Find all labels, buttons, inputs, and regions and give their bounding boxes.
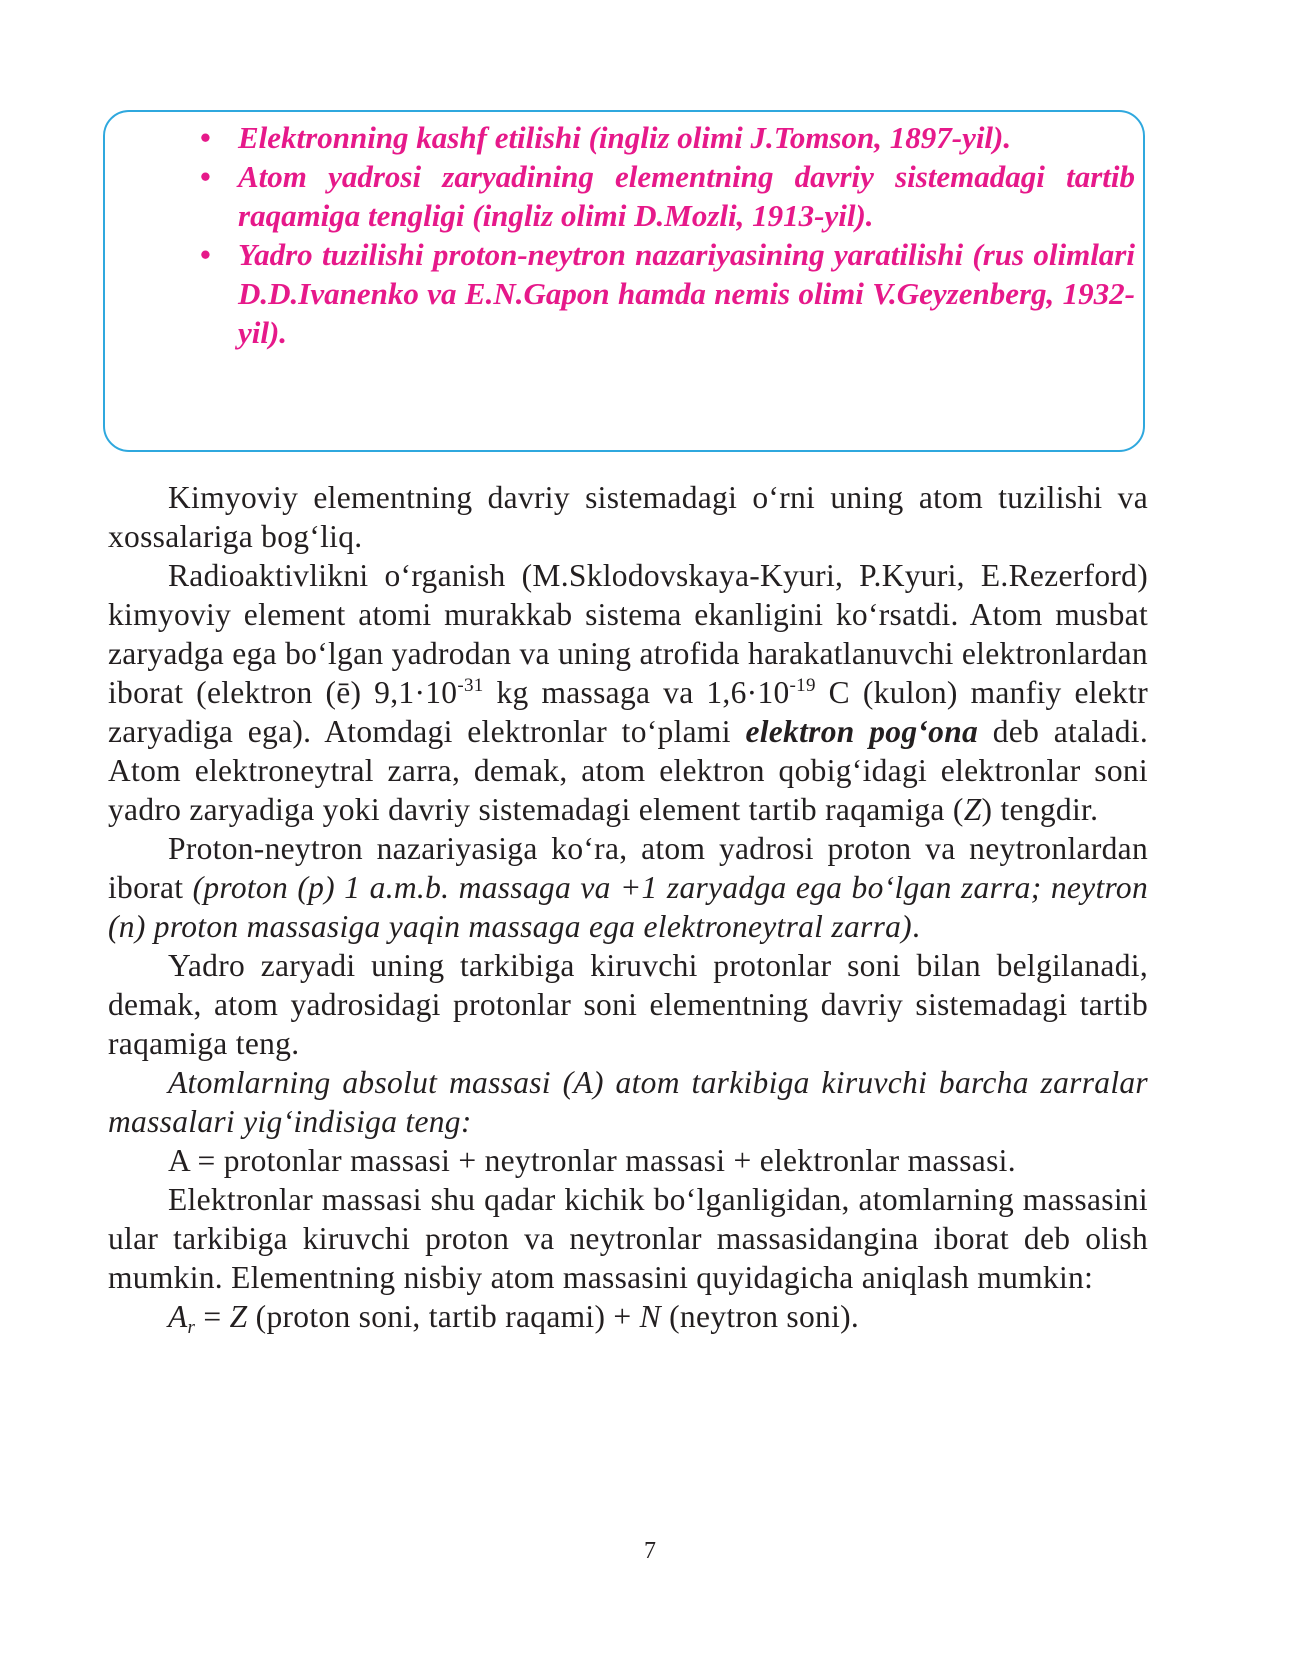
formula-relative-mass: $A_r = Z$ (proton soni, tartib raqami) + N (neytron soni).: [168, 1299, 860, 1338]
paragraph-relative-mass: Elektronlar massasi shu qadar kichik bo‘lganligidan, atomlarning massasini ular tarkibiga kiruvchi proton va neytronlar massasidangina iborat deb olish mumkin. Elementning nisbiy atom massasini quyidagicha aniqlash mumkin:: [108, 1182, 1148, 1295]
formula-absolute-mass: A = protonlar massasi + neytronlar massasi + elektronlar massasi.: [168, 1143, 1016, 1178]
paragraph-absolute-mass: Atomlarning absolut massasi (A) atom tarkibiga kiruvchi barcha zarralar massalari yig‘indisiga teng:: [108, 1065, 1148, 1139]
bullet-icon: •: [200, 159, 211, 194]
paragraph-proton-neutron: Proton-neytron nazariyasiga ko‘ra, atom yadrosi proton va neytronlardan iborat (proton (p) 1 a.m.b. massaga va +1 zaryadga ega bo‘lgan zarra; neytron (n) proton massasiga yaqin massaga ega elektroneytral zarra).: [108, 831, 1148, 944]
paragraph-nuclear-charge: Yadro zaryadi uning tarkibiga kiruvchi protonlar soni bilan belgilanadi, demak, atom yadrosidagi protonlar soni elementning davriy sistemadagi tartib raqamiga teng.: [108, 948, 1148, 1061]
key-term: elektron pog‘ona: [745, 714, 979, 749]
highlight-text: Elektronning kashf etilishi (ingliz olimi J.Tomson, 1897-yil).: [238, 120, 1012, 155]
symbol-z: Z: [963, 792, 982, 827]
body-text: [108, 478, 1148, 1336]
bullet-icon: •: [200, 237, 211, 272]
highlight-item: [190, 157, 1135, 235]
paragraph-element-position: Kimyoviy elementning davriy sistemadagi o‘rni uning atom tuzilishi va xossalariga bog‘liq.: [108, 480, 1148, 554]
paragraph-radioactivity: Radioaktivlikni o‘rganish (M.Sklodovskaya-Kyuri, P.Kyuri, E.Rezerford) kimyoviy element atomi murakkab sistema ekanligini ko‘rsatdi. Atom musbat zaryadga ega bo‘lgan yadrodan va uning atrofida harakatlanuvchi elektronlardan iborat (elektron (ē) $9,1\cdot 10^{-31}$ kg massaga va $1,6\cdot 10^{-19}$ C (kulon) manfiy elektr zaryadiga ega). Atomdagi elektronlar to‘plami elektron pog‘ona deb ataladi. Atom elektroneytral zarra, demak, atom elektron qobig‘idagi elektronlar soni yadro zaryadiga yoki davriy sistemadagi element tartib raqamiga (Z) tengdir.: [108, 558, 1148, 827]
highlight-text: Yadro tuzilishi proton-neytron nazariyasining yaratilishi (rus olimlari D.D.Ivanenko va E.N.Gapon hamda nemis olimi V.Geyzenberg, 1932- yil).: [238, 237, 1135, 350]
highlight-item: [190, 235, 1135, 352]
exponent: -19: [789, 675, 816, 696]
highlight-item: [190, 118, 1135, 157]
page-number: 7: [644, 1538, 656, 1564]
exponent: -31: [457, 675, 484, 696]
bullet-icon: •: [200, 120, 211, 155]
highlight-text: Atom yadrosi zaryadining elementning davriy sistemadagi tartib raqamiga tengligi (ingliz olimi D.Mozli, 1913-yil).: [238, 159, 1135, 233]
definition-italic: (proton (p) 1 a.m.b. massaga va +1 zaryadga ega bo‘lgan zarra; neytron (n) proton massasiga yaqin massaga ega elektroneytral zarra): [108, 870, 1148, 944]
highlight-list: [190, 118, 1135, 352]
